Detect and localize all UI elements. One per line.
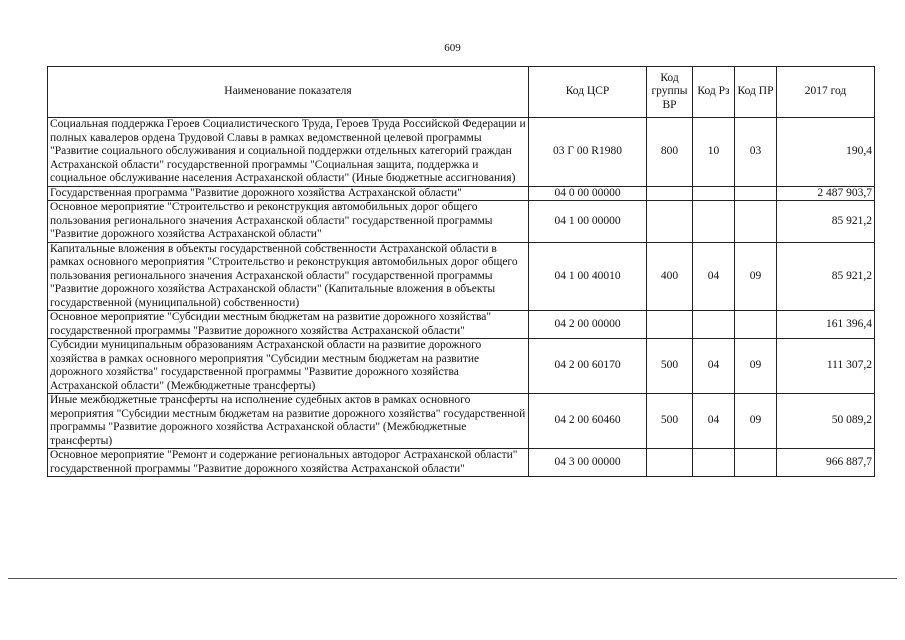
cell-csr: 03 Г 00 R1980 [529,118,647,187]
cell-rz: 04 [693,242,735,311]
cell-pr [735,449,777,477]
table-row [48,449,875,477]
header-rz: Код Рз [693,67,735,118]
cell-name: Основное мероприятие "Строительство и реконструкция автомобильных дорог общего пользования регионального значения Астраханской области" государственной программы "Развитие дорожного хозяйства Астраханской области" [48,201,529,243]
cell-csr: 04 2 00 00000 [529,311,647,339]
cell-name: Основное мероприятие "Субсидии местным бюджетам на развитие дорожного хозяйства" государственной программы "Развитие дорожного хозяйства Астраханской области" [48,311,529,339]
cell-vr: 500 [647,339,693,394]
cell-amount: 2 487 903,7 [777,186,875,201]
cell-name: Капитальные вложения в объекты государственной собственности Астраханской области в рамках основного мероприятия "Строительство и реконструкция автомобильных дорог общего пользования регионального значения Астраханской области" государственной программы "Развитие дорожного хозяйства Астраханской области" (Капитальные вложения в объекты государственной (муниципальной) собственности) [48,242,529,311]
cell-vr [647,201,693,243]
cell-vr [647,449,693,477]
header-vr: Код группы ВР [647,67,693,118]
cell-name: Субсидии муниципальным образованиям Астраханской области на развитие дорожного хозяйства в рамках основного мероприятия "Субсидии местным бюджетам на развитие дорожного хозяйства" государственной программы "Развитие дорожного хозяйства Астраханской области" (Межбюджетные трансферты) [48,339,529,394]
cell-name: Государственная программа "Развитие дорожного хозяйства Астраханской области" [48,186,529,201]
table-row [48,118,875,187]
header-amount: 2017 год [777,67,875,118]
cell-pr: 09 [735,242,777,311]
cell-pr [735,201,777,243]
cell-rz [693,311,735,339]
cell-rz: 04 [693,339,735,394]
table-row [48,201,875,243]
cell-amount: 85 921,2 [777,201,875,243]
header-csr: Код ЦСР [529,67,647,118]
cell-vr [647,311,693,339]
cell-csr: 04 1 00 00000 [529,201,647,243]
cell-rz [693,201,735,243]
cell-pr: 09 [735,339,777,394]
cell-csr: 04 0 00 00000 [529,186,647,201]
cell-rz: 10 [693,118,735,187]
table-row [48,186,875,201]
cell-name: Иные межбюджетные трансферты на исполнение судебных актов в рамках основного мероприятия "Субсидии местным бюджетам на развитие дорожного хозяйства" государственной программы "Развитие дорожного хозяйства Астраханской области" (Межбюджетные трансферты) [48,394,529,449]
cell-amount: 111 307,2 [777,339,875,394]
cell-vr: 400 [647,242,693,311]
cell-name: Социальная поддержка Героев Социалистического Труда, Героев Труда Российской Федерации и полных кавалеров ордена Трудовой Славы в рамках ведомственной целевой программы "Развитие социального обслуживания и социальной поддержки отдельных категорий граждан Астраханской области" государственной программы "Социальная защита, поддержка и социальное обслуживание населения Астраханской области" (Иные бюджетные ассигнования) [48,118,529,187]
table-row [48,394,875,449]
cell-csr: 04 1 00 40010 [529,242,647,311]
cell-pr: 09 [735,394,777,449]
cell-rz: 04 [693,394,735,449]
cell-csr: 04 2 00 60170 [529,339,647,394]
budget-table [47,66,875,477]
table-row [48,242,875,311]
cell-csr: 04 3 00 00000 [529,449,647,477]
cell-rz [693,449,735,477]
cell-vr: 500 [647,394,693,449]
cell-vr [647,186,693,201]
cell-amount: 966 887,7 [777,449,875,477]
header-pr: Код ПР [735,67,777,118]
cell-amount: 190,4 [777,118,875,187]
table-row [48,339,875,394]
cell-vr: 800 [647,118,693,187]
cell-amount: 85 921,2 [777,242,875,311]
table-row [48,311,875,339]
bottom-divider [8,578,897,579]
cell-pr [735,186,777,201]
header-name: Наименование показателя [48,67,529,118]
cell-amount: 161 396,4 [777,311,875,339]
cell-name: Основное мероприятие "Ремонт и содержание региональных автодорог Астраханской области" государственной программы "Развитие дорожного хозяйства Астраханской области" [48,449,529,477]
cell-pr [735,311,777,339]
cell-pr: 03 [735,118,777,187]
page-number: 609 [444,42,461,54]
cell-amount: 50 089,2 [777,394,875,449]
cell-rz [693,186,735,201]
header-row [48,67,875,118]
cell-csr: 04 2 00 60460 [529,394,647,449]
